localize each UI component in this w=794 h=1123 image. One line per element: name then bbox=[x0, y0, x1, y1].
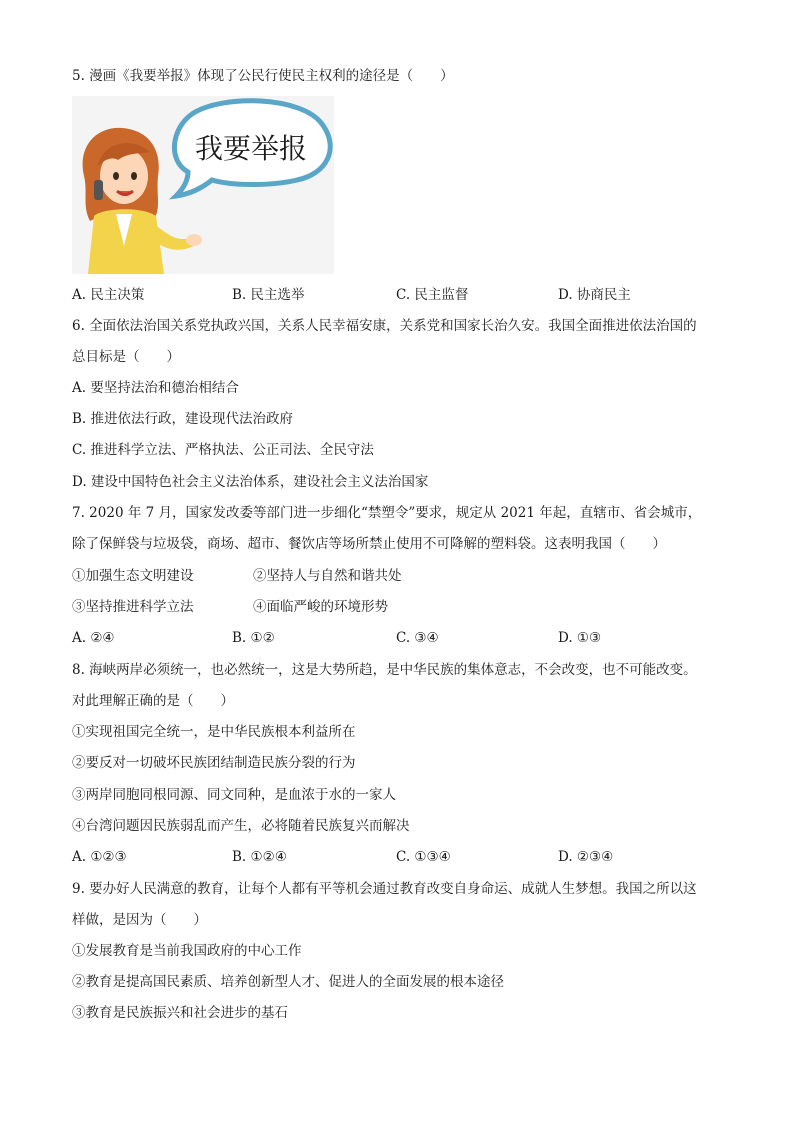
phone-icon bbox=[94, 180, 103, 200]
q8-option-c[interactable]: C. ①③④ bbox=[396, 849, 451, 865]
q8-statement-3: ③两岸同胞同根同源、同文同种，是血浓于水的一家人 bbox=[72, 787, 396, 803]
q8-statement-1: ①实现祖国完全统一，是中华民族根本利益所在 bbox=[72, 724, 356, 740]
cartoon-woman-reporting-image bbox=[72, 96, 334, 274]
q5-option-a[interactable]: A. 民主决策 bbox=[72, 287, 145, 303]
q8-option-d[interactable]: D. ②③④ bbox=[558, 849, 614, 865]
q7-stem-line-1: 7. 2020 年 7 月，国家发改委等部门进一步细化“禁塑令”要求，规定从 2021 年起，直辖市、省会城市， bbox=[72, 505, 702, 521]
q6-option-a[interactable]: A. 要坚持法治和德治相结合 bbox=[72, 380, 239, 396]
q7-stem-line-2: 除了保鲜袋与垃圾袋，商场、超市、餐饮店等场所禁止使用不可降解的塑料袋。这表明我国（ ） bbox=[72, 536, 666, 552]
q6-option-d[interactable]: D. 建设中国特色社会主义法治体系，建设社会主义法治国家 bbox=[72, 474, 429, 490]
q9-stem-line-2: 样做，是因为（ ） bbox=[72, 912, 207, 928]
q9-statement-2: ②教育是提高国民素质、培养创新型人才、促进人的全面发展的根本途径 bbox=[72, 974, 504, 990]
q7-option-b[interactable]: B. ①② bbox=[232, 630, 275, 646]
speech-bubble-text: 我要举报 bbox=[195, 132, 308, 165]
q7-option-d[interactable]: D. ①③ bbox=[558, 630, 602, 646]
q6-stem-line-1: 6. 全面依法治国关系党执政兴国，关系人民幸福安康，关系党和国家长治久安。我国全面推进依法治国的 bbox=[72, 318, 697, 334]
q7-option-a[interactable]: A. ②④ bbox=[72, 630, 115, 646]
q5-option-d[interactable]: D. 协商民主 bbox=[558, 287, 631, 303]
q7-option-c[interactable]: C. ③④ bbox=[396, 630, 439, 646]
q9-statement-1: ①发展教育是当前我国政府的中心工作 bbox=[72, 943, 302, 959]
q6-option-c[interactable]: C. 推进科学立法、严格执法、公正司法、全民守法 bbox=[72, 442, 374, 458]
q5-option-c[interactable]: C. 民主监督 bbox=[396, 287, 469, 303]
q8-statement-4: ④台湾问题因民族弱乱而产生，必将随着民族复兴而解决 bbox=[72, 818, 410, 834]
q9-stem-line-1: 9. 要办好人民满意的教育，让每个人都有平等机会通过教育改变自身命运、成就人生梦想。我国之所以这 bbox=[72, 881, 697, 897]
q8-option-a[interactable]: A. ①②③ bbox=[72, 849, 127, 865]
q8-stem-line-1: 8. 海峡两岸必须统一，也必然统一，这是大势所趋，是中华民族的集体意志，不会改变，也不可能改变。 bbox=[72, 662, 697, 678]
q6-option-b[interactable]: B. 推进依法行政，建设现代法治政府 bbox=[72, 411, 294, 427]
q8-statement-2: ②要反对一切破坏民族团结制造民族分裂的行为 bbox=[72, 755, 356, 771]
q8-option-b[interactable]: B. ①②④ bbox=[232, 849, 287, 865]
q7-statement-1: ①加强生态文明建设 bbox=[72, 568, 194, 584]
q5-option-b[interactable]: B. 民主选举 bbox=[232, 287, 305, 303]
q7-statement-3: ③坚持推进科学立法 bbox=[72, 599, 194, 615]
cartoon-illustration bbox=[72, 96, 334, 274]
q6-stem-line-2: 总目标是（ ） bbox=[72, 349, 180, 365]
q7-statement-4: ④面临严峻的环境形势 bbox=[253, 599, 388, 615]
q8-stem-line-2: 对此理解正确的是（ ） bbox=[72, 693, 234, 709]
q9-statement-3: ③教育是民族振兴和社会进步的基石 bbox=[72, 1005, 288, 1021]
q5-stem: 5. 漫画《我要举报》体现了公民行使民主权利的途径是（ ） bbox=[72, 68, 454, 84]
q7-statement-2: ②坚持人与自然和谐共处 bbox=[253, 568, 402, 584]
